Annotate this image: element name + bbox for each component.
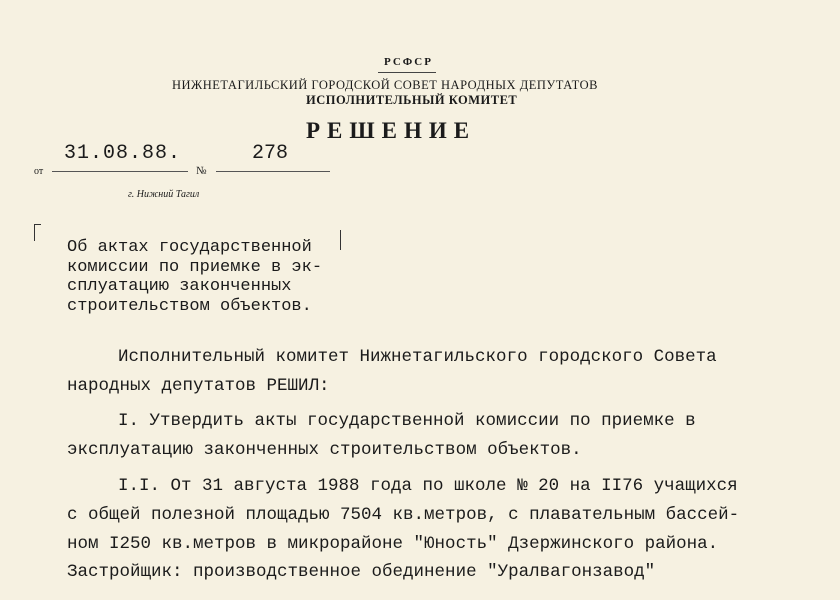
decision-date: 31.08.88. <box>64 142 182 165</box>
date-underline <box>52 171 188 172</box>
document-title: РЕШЕНИЕ <box>306 118 477 143</box>
council-heading: НИЖНЕТАГИЛЬСКИЙ ГОРОДСКОЙ СОВЕТ НАРОДНЫХ ДЕПУТАТОВ <box>172 78 599 92</box>
subject-bracket-right <box>334 230 341 250</box>
committee-heading: ИСПОЛНИТЕЛЬНЫЙ КОМИТЕТ <box>306 93 518 107</box>
republic-heading: РСФСР <box>384 56 433 68</box>
subject-bracket-left <box>34 224 41 241</box>
subject-line: комиссии по приемке в эк- <box>67 257 323 277</box>
subject-line: Об актах государственной <box>67 238 312 257</box>
body-line: I.I. От 31 августа 1988 года по школе № 20 на II76 учащихся <box>118 476 738 496</box>
body-line: народных депутатов РЕШИЛ: <box>67 376 330 396</box>
decision-number: 278 <box>252 142 289 165</box>
city-line: г. Нижний Тагил <box>128 189 200 200</box>
body-line: Застройщик: производственное обединение "Уралвагонзавод" <box>67 562 656 582</box>
subject-line: сплуатацию законченных <box>67 277 292 296</box>
body-line: ном I250 кв.метров в микрорайоне "Юность" Дзержинского района. <box>67 534 719 554</box>
subject-block <box>67 238 322 316</box>
date-label: от <box>34 166 44 177</box>
subject-line: строительством объектов. <box>67 296 312 316</box>
number-label: № <box>196 165 207 177</box>
republic-underline <box>378 72 436 73</box>
body-line: с общей полезной площадью 7504 кв.метров, с плавательным бассей- <box>67 505 740 525</box>
body-line: Исполнительный комитет Нижнетагильского городского Совета <box>118 347 717 367</box>
number-underline <box>216 171 330 172</box>
body-line: эксплуатацию законченных строительством объектов. <box>67 440 582 460</box>
body-line: I. Утвердить акты государственной комиссии по приемке в <box>118 411 696 431</box>
